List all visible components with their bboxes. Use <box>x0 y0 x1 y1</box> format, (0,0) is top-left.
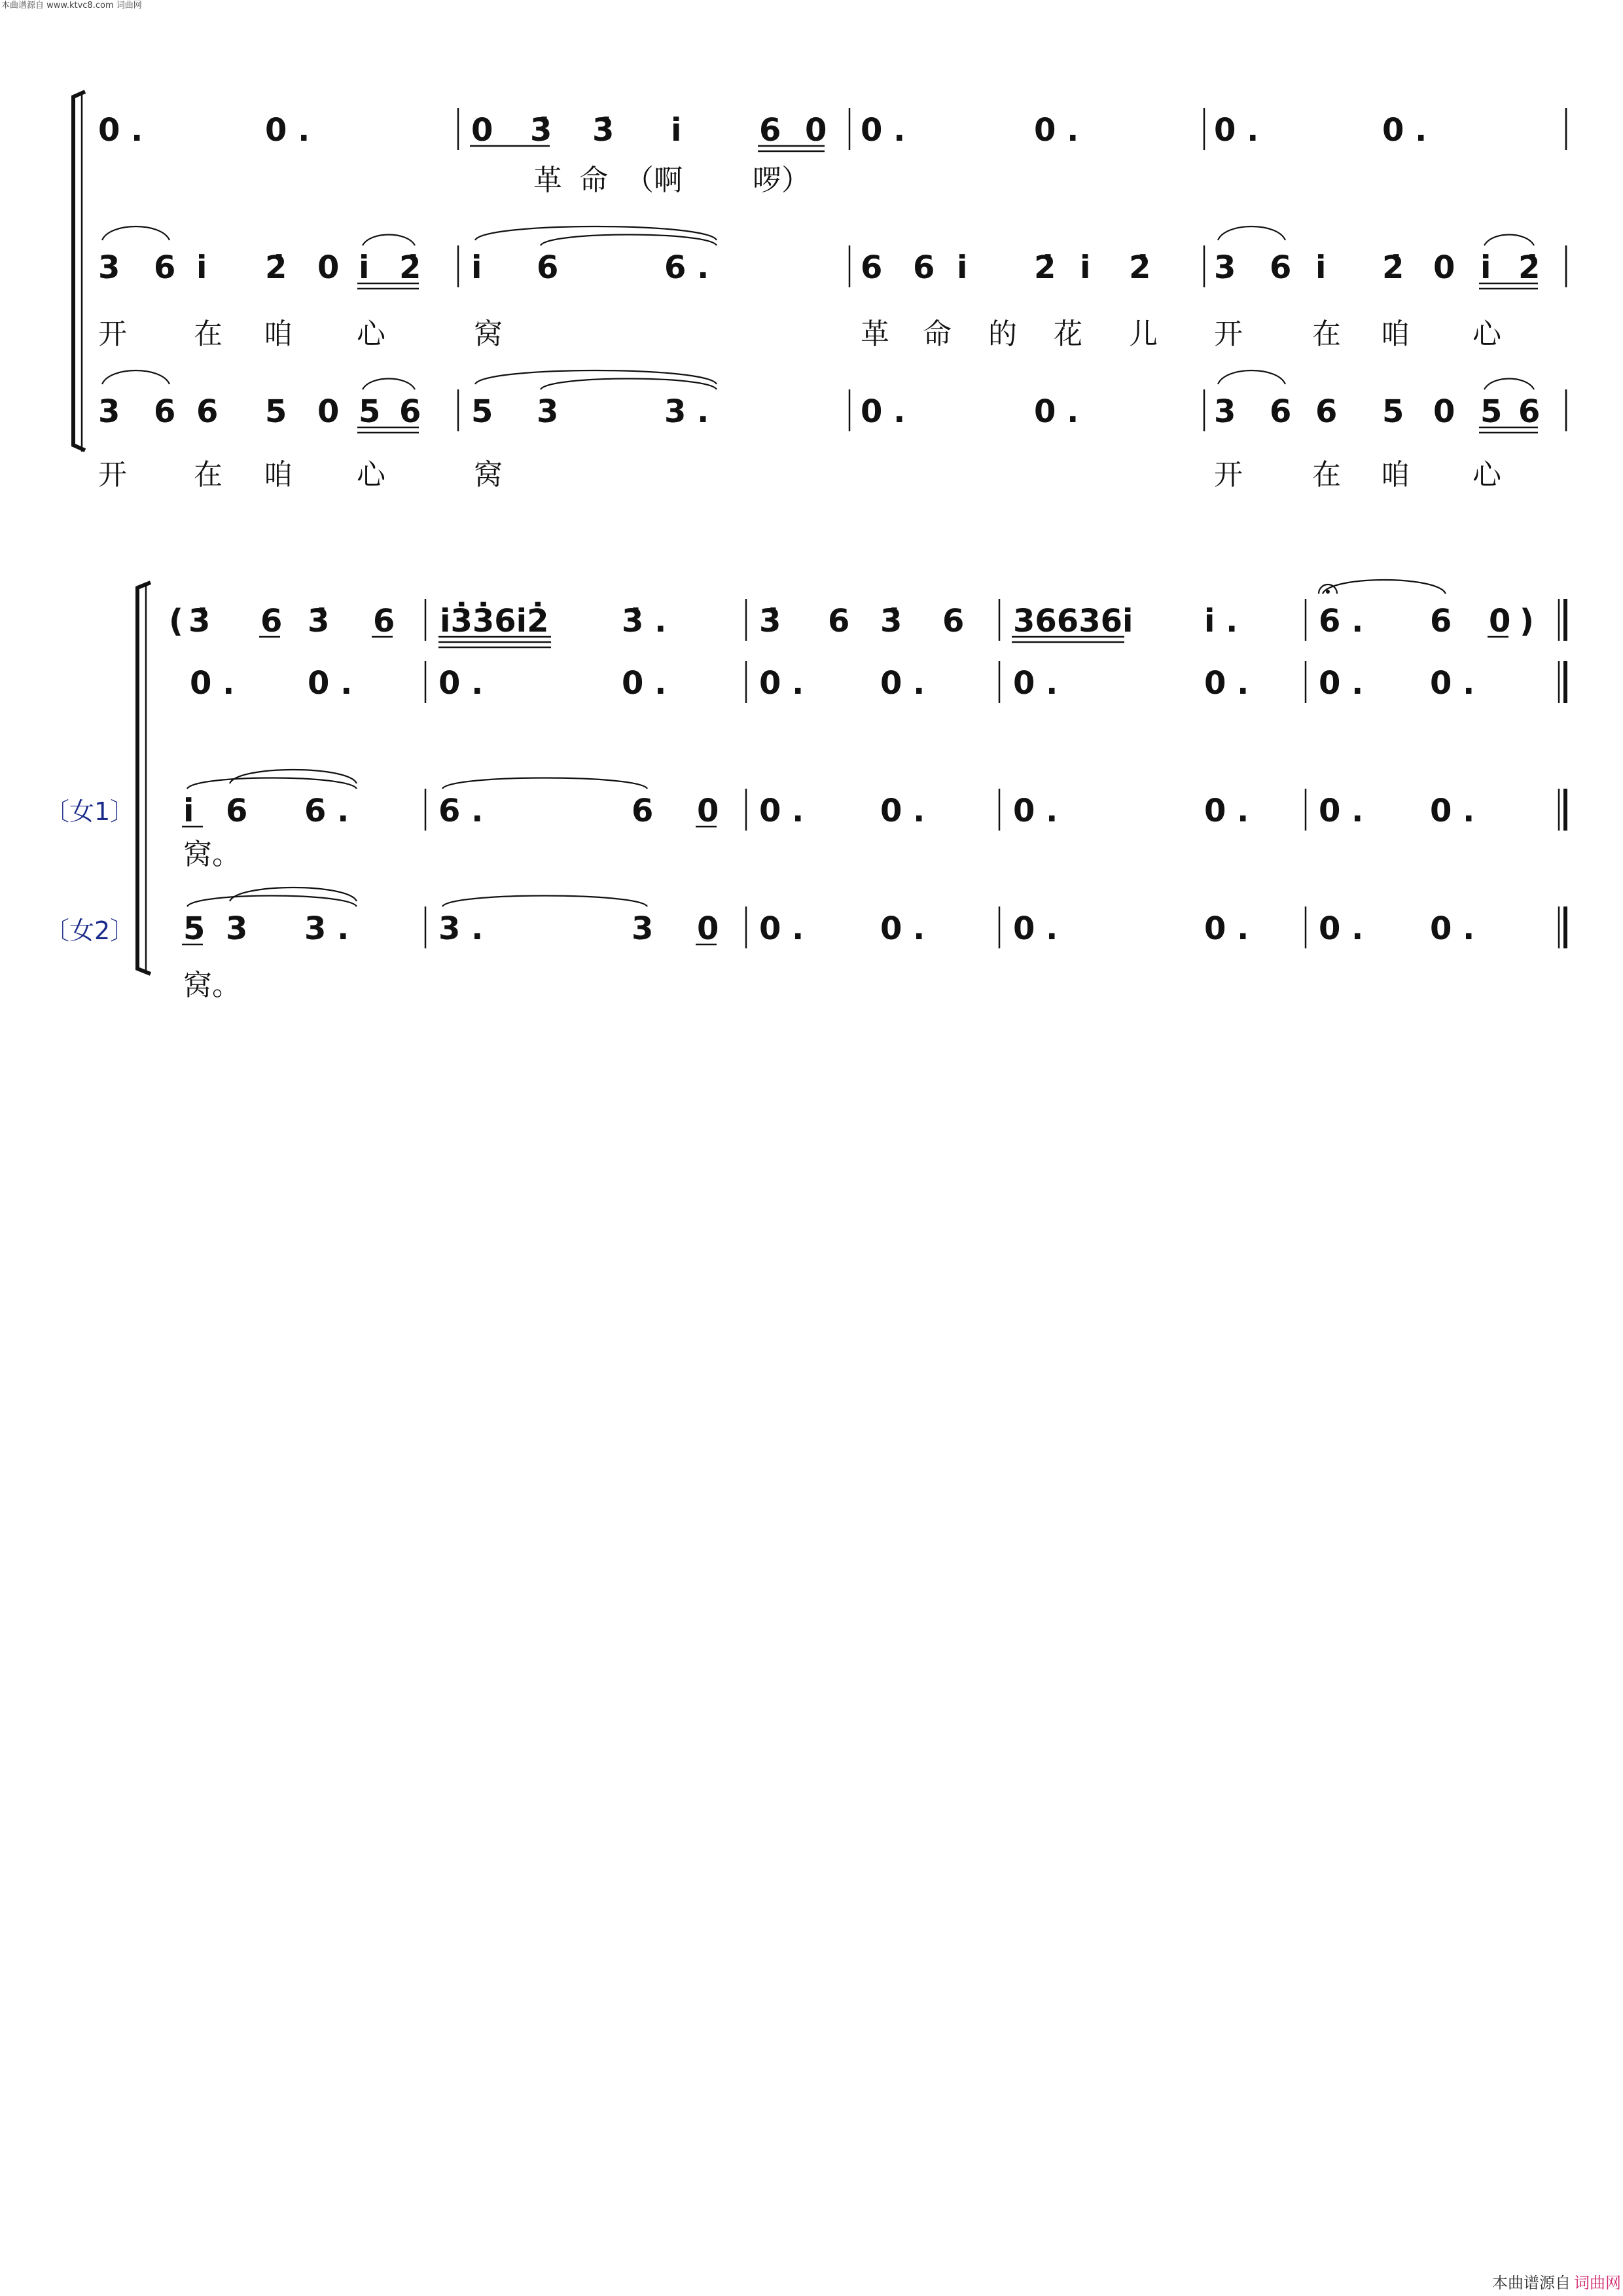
system1-bracket <box>73 92 85 450</box>
sys2-staff0-m0-note1: 3̇ <box>188 603 211 639</box>
sys2-staff1-m2-note0: 0 . <box>759 665 804 702</box>
sys2-staff3-m4-note1: 0 . <box>1430 910 1475 947</box>
sys1-staff2-m0-note4: 0 <box>317 393 340 430</box>
sys2-staff3-m2-note0: 0 . <box>759 910 804 947</box>
sys2-staff3-m3-note0: 0 . <box>1013 910 1058 947</box>
sys2-staff0-m3-note1: i̇ . <box>1204 603 1238 639</box>
sys1-staff1-m2-note0: 6 <box>861 249 883 286</box>
sys1-staff1-m1-note1: 6 <box>537 249 559 286</box>
sys1-staff2-lyric5: 开 <box>1214 458 1243 492</box>
sys2-staff2-m3-note1: 0 . <box>1204 793 1249 829</box>
system2-bracket <box>137 583 151 974</box>
sys1-staff1-m2-note4: i̇ <box>1080 249 1091 286</box>
sys1-staff2-m3-note6: 6 <box>1518 393 1541 430</box>
sys1-staff0-m2-note0: 0 . <box>861 112 906 149</box>
sys1-staff1-m2-note3: 2̇ <box>1034 249 1056 286</box>
sys2-staff0-m4-slur6 <box>1323 580 1446 594</box>
sys2-staff0-m2-note3: 6 <box>942 603 965 639</box>
sys1-staff2-m1-note2: 3 . <box>664 393 709 430</box>
sys2-staff2-m1-note1: 6 <box>632 793 654 829</box>
sys2-staff3-m3-note1: 0 . <box>1204 910 1249 947</box>
sys1-staff1-m2-note5: 2̇ <box>1129 249 1151 286</box>
sys1-staff2-lyric3: 心 <box>357 458 385 492</box>
sys1-staff0-lyric0: 革 <box>533 164 562 197</box>
sys1-staff2-m2-note1: 0 . <box>1034 393 1079 430</box>
sys1-staff2-m3-note5: 5 <box>1480 393 1503 430</box>
sys1-staff2-m0-note1: 6 <box>154 393 176 430</box>
sys1-staff2-m1-slur9 <box>541 379 717 390</box>
sys1-staff1-lyric12: 咱 <box>1381 317 1410 351</box>
sys2-staff3-m2-note1: 0 . <box>880 910 925 947</box>
sys2-staff2-m4-note0: 0 . <box>1319 793 1364 829</box>
sys1-staff1-lyric0: 开 <box>98 317 127 351</box>
sys2-staff0-m3-note0: 36636i̇ <box>1013 603 1133 639</box>
sys1-staff2-m3-slur11 <box>1484 379 1534 390</box>
sys2-staff3-m0-note1: 3 <box>226 910 248 947</box>
sys2-staff3-m1-note2: 0 <box>697 910 719 947</box>
sys2-staff0-m4-note0: 6 . <box>1319 603 1364 639</box>
sys1-staff2-m0-note2: 6 <box>196 393 219 430</box>
sys1-staff2-lyric6: 在 <box>1312 458 1341 492</box>
sys1-staff1-m3-slur4 <box>1218 226 1285 240</box>
sys2-staff1-m1-note0: 0 . <box>438 665 484 702</box>
sys1-staff0-m1-note1: 3̇ <box>530 112 552 149</box>
sys1-staff1-m0-slur0 <box>102 226 169 240</box>
sys1-staff0-m1-note3: i̇ <box>671 112 682 149</box>
sys1-staff2-lyric2: 咱 <box>264 458 293 492</box>
sys1-staff1-lyric11: 在 <box>1312 317 1341 351</box>
sys1-staff1-m3-note0: 3 <box>1214 249 1236 286</box>
sys2-staff2-m0-slur0 <box>187 778 357 789</box>
sys1-staff1-m2-note1: 6 <box>913 249 935 286</box>
footer-site-name: 词曲网 <box>1574 2274 1621 2292</box>
sys1-staff2-lyric7: 咱 <box>1381 458 1410 492</box>
sys2-staff0-m0-note4: 6 <box>373 603 395 639</box>
sys1-staff0-m1-note0: 0 <box>471 112 493 149</box>
sys2-staff2-m3-note0: 0 . <box>1013 793 1058 829</box>
sys2-staff3-m0-note2: 3 . <box>304 910 349 947</box>
sys1-staff2-m3-note1: 6 <box>1270 393 1292 430</box>
sys1-staff1-lyric7: 的 <box>988 317 1017 351</box>
sys2-staff3-m0-slur3 <box>187 896 357 907</box>
sys1-staff1-lyric9: 儿 <box>1129 317 1158 351</box>
sys1-staff1-m2-note2: i̇ <box>957 249 968 286</box>
part-label-female2: 〔女2〕 <box>45 916 135 945</box>
sys1-staff1-m1-slur2 <box>475 226 717 240</box>
sys1-staff2-m3-note2: 6 <box>1315 393 1338 430</box>
sys1-staff1-lyric2: 咱 <box>264 317 293 351</box>
sys1-staff0-lyric1: 命 <box>579 164 608 197</box>
sys2-staff3-m4-note0: 0 . <box>1319 910 1364 947</box>
sys2-staff2-m1-slur2 <box>442 778 647 789</box>
sys1-staff0-lyric2: （啊 <box>625 164 683 197</box>
sys2-staff3-m1-note1: 3 <box>632 910 654 947</box>
sys1-staff0-m3-note1: 0 . <box>1382 112 1427 149</box>
sys1-staff2-lyric1: 在 <box>194 458 223 492</box>
header-source-text: 本曲谱源自 www.ktvc8.com 词曲网 <box>1 1 142 10</box>
sys1-staff2-lyric4: 窝 <box>474 458 503 492</box>
sys2-staff0-m1-note1: 3̇ . <box>622 603 667 639</box>
sys2-staff1-m4-note1: 0 . <box>1430 665 1475 702</box>
sys1-staff1-m3-note1: 6 <box>1270 249 1292 286</box>
sys1-staff1-lyric13: 心 <box>1472 317 1501 351</box>
sys2-staff2-lyric0: 窝。 <box>183 838 241 871</box>
part-label-female1: 〔女1〕 <box>45 797 135 826</box>
sys1-staff1-m3-note6: 2̇ <box>1518 249 1541 286</box>
sys1-staff1-m3-note2: i̇ <box>1315 249 1327 286</box>
sys2-staff0-m4-note1: 6 <box>1430 603 1452 639</box>
sys2-staff0-m2-note1: 6 <box>828 603 850 639</box>
sys2-staff2-m2-note1: 0 . <box>880 793 925 829</box>
notation-layer <box>98 108 1566 1002</box>
sys1-staff1-m3-slur5 <box>1484 235 1534 246</box>
sys2-fermata-dot <box>1326 590 1330 594</box>
sys1-staff2-m0-note5: 5 <box>359 393 381 430</box>
sys2-staff2-m0-note0: i̇ <box>183 793 194 829</box>
sys1-staff1-m0-note0: 3 <box>98 249 120 286</box>
sys1-staff2-m3-note0: 3 <box>1214 393 1236 430</box>
sys2-staff2-m0-note2: 6 . <box>304 793 349 829</box>
sys1-staff1-m1-note0: i̇ <box>471 249 482 286</box>
sys1-staff0-m1-note2: 3̇ <box>592 112 615 149</box>
sys2-staff2-m2-note0: 0 . <box>759 793 804 829</box>
sys1-staff0-m1-note5: 0 <box>805 112 827 149</box>
sys1-staff1-lyric6: 命 <box>923 317 952 351</box>
sys2-staff1-m3-note0: 0 . <box>1013 665 1058 702</box>
sys1-staff1-m0-slur1 <box>363 235 415 246</box>
sys2-staff1-m3-note1: 0 . <box>1204 665 1249 702</box>
sys1-staff1-m0-note2: i̇ <box>196 249 207 286</box>
sys2-staff0-m4-note2: 0 <box>1489 603 1511 639</box>
sys2-staff3-m0-note0: 5 <box>183 910 205 947</box>
sys2-staff0-m0-note2: 6 <box>260 603 283 639</box>
sys2-staff0-m2-note2: 3̇ <box>880 603 902 639</box>
sys2-staff0-m0-note0: ( <box>169 603 183 639</box>
sys1-staff1-m3-note3: 2̇ <box>1382 249 1404 286</box>
sys1-staff1-lyric4: 窝 <box>474 317 503 351</box>
sys1-staff1-m3-note4: 0 <box>1433 249 1455 286</box>
sys1-staff2-m0-slur7 <box>363 379 415 390</box>
sys1-staff2-m0-note0: 3 <box>98 393 120 430</box>
sys2-staff2-m1-note2: 0 <box>697 793 719 829</box>
sys2-staff2-m1-note0: 6 . <box>438 793 484 829</box>
sys1-staff1-m3-note5: i̇ <box>1480 249 1491 286</box>
sys1-staff0-m3-note0: 0 . <box>1214 112 1259 149</box>
sys2-staff1-m4-note0: 0 . <box>1319 665 1364 702</box>
sys2-staff1-m0-note0: 0 . <box>190 665 235 702</box>
sys1-staff1-lyric1: 在 <box>194 317 223 351</box>
sys2-staff1-m1-note1: 0 . <box>622 665 667 702</box>
sys2-staff0-m2-note0: 3̇ <box>759 603 781 639</box>
sys2-staff3-m1-note0: 3 . <box>438 910 484 947</box>
sys1-staff2-m0-note6: 6 <box>399 393 421 430</box>
sys1-staff1-m0-note1: 6 <box>154 249 176 286</box>
sys1-staff0-m1-note4: 6 <box>759 112 781 149</box>
sys1-staff2-m1-note1: 3 <box>537 393 559 430</box>
sys1-staff2-m1-note0: 5 <box>471 393 493 430</box>
sys1-staff2-lyric8: 心 <box>1472 458 1501 492</box>
sys1-staff2-lyric0: 开 <box>98 458 127 492</box>
sys1-staff1-m0-note4: 0 <box>317 249 340 286</box>
sys1-staff2-m3-note4: 0 <box>1433 393 1455 430</box>
sys1-staff1-lyric5: 革 <box>861 317 889 351</box>
sys2-staff0-m0-note3: 3̇ <box>308 603 330 639</box>
sys2-staff1-m0-note1: 0 . <box>308 665 353 702</box>
sys2-staff0-m4-note3: ) <box>1520 603 1534 639</box>
sys1-staff2-m3-note3: 5 <box>1382 393 1404 430</box>
sys2-staff2-m0-note1: 6 <box>226 793 248 829</box>
sys1-staff1-lyric3: 心 <box>357 317 385 351</box>
sys2-staff2-m4-note1: 0 . <box>1430 793 1475 829</box>
sys1-staff2-m0-slur6 <box>102 370 169 384</box>
sys1-staff2-m2-note0: 0 . <box>861 393 906 430</box>
sys1-staff0-lyric3: 啰） <box>753 164 810 197</box>
sys2-staff3-lyric0: 窝。 <box>183 969 241 1002</box>
sys1-staff0-m0-note0: 0 . <box>98 112 143 149</box>
sys1-staff2-m0-note3: 5 <box>265 393 287 430</box>
sys1-staff2-m1-slur8 <box>475 370 717 384</box>
sys1-staff1-lyric10: 开 <box>1214 317 1243 351</box>
sys1-staff0-m2-note1: 0 . <box>1034 112 1079 149</box>
sys1-staff0-m0-note1: 0 . <box>265 112 310 149</box>
sys2-staff3-m1-slur5 <box>442 896 647 907</box>
sys1-staff1-m0-note3: 2̇ <box>265 249 287 286</box>
sys1-staff2-m3-slur10 <box>1218 370 1285 384</box>
sys1-staff1-lyric8: 花 <box>1054 317 1082 351</box>
sys1-staff1-m0-note6: 2̇ <box>399 249 421 286</box>
sys1-staff1-m0-note5: i̇ <box>359 249 370 286</box>
footer-source-label: 本曲谱源自 <box>1492 2274 1571 2292</box>
sys1-staff1-m1-note2: 6 . <box>664 249 709 286</box>
sys2-staff1-m2-note1: 0 . <box>880 665 925 702</box>
sys1-staff1-m1-slur3 <box>541 235 717 246</box>
sys2-staff0-m1-note0: i̇3̇3̇6i̇2̇ <box>440 603 549 639</box>
